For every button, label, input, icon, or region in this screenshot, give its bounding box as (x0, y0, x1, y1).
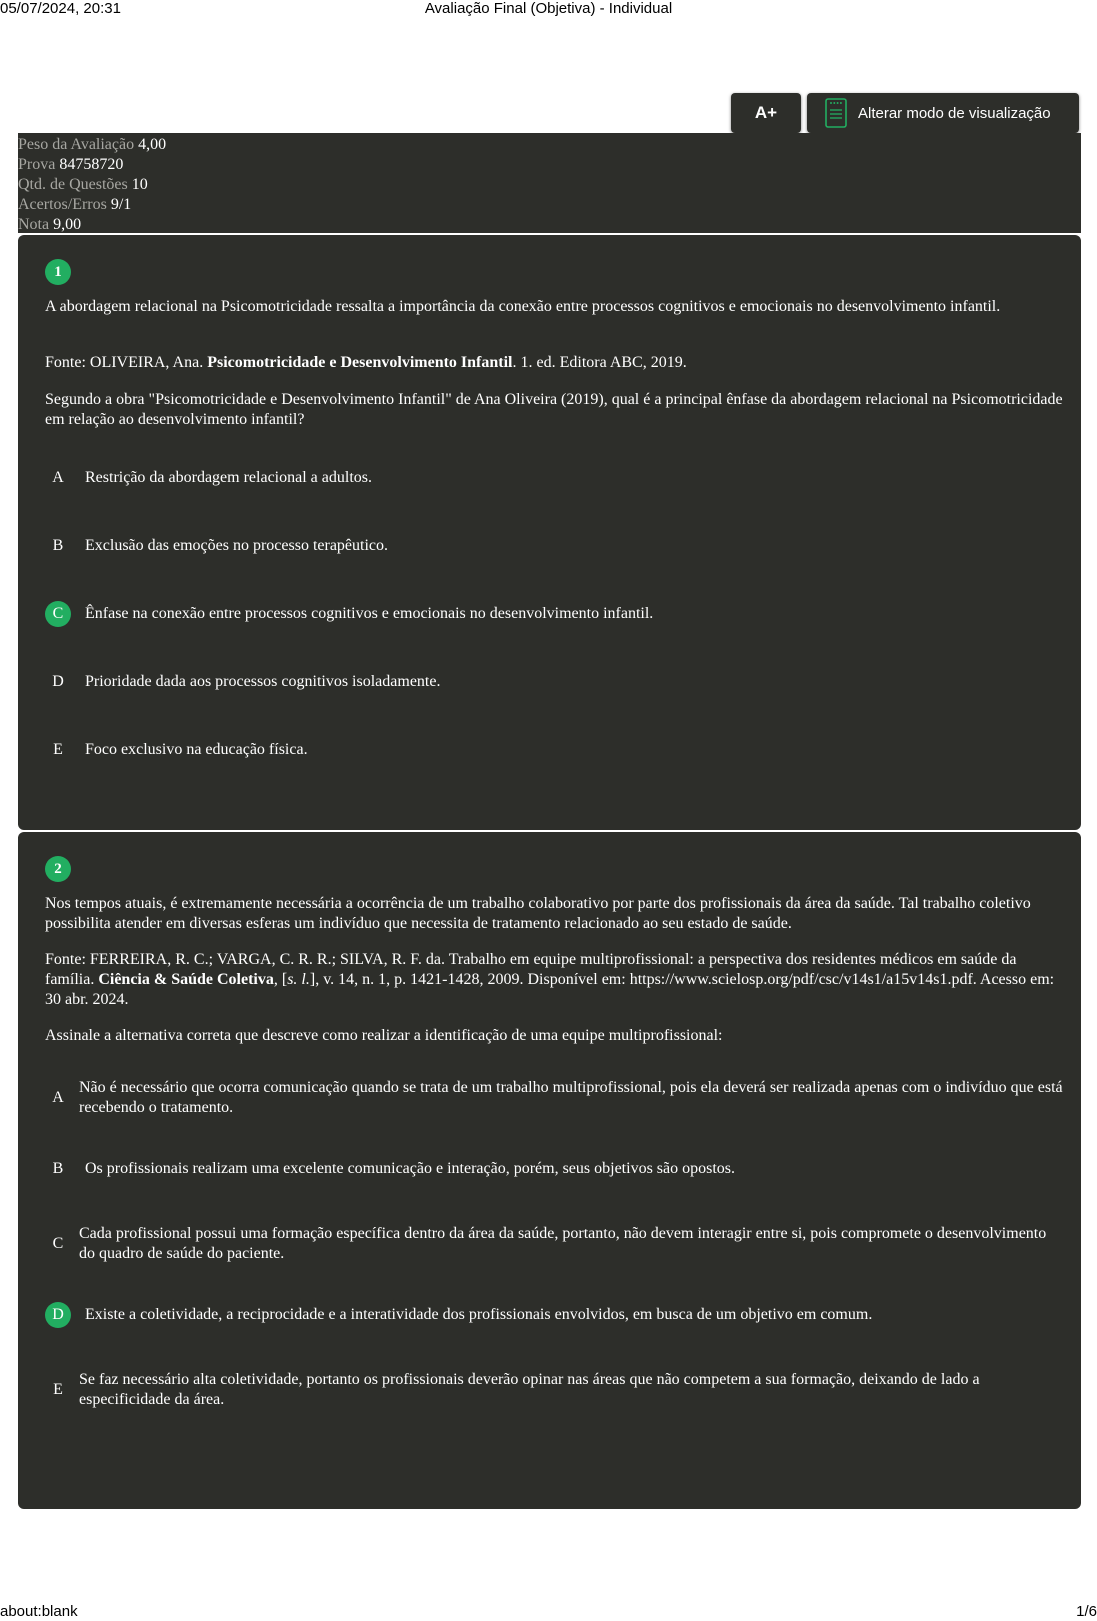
view-mode-label: Alterar modo de visualização (858, 104, 1051, 122)
view-mode-button[interactable] (807, 93, 1079, 133)
document-icon (825, 98, 847, 128)
option-letter: A (52, 1089, 64, 1106)
info-grade: Nota 9,00 (18, 216, 82, 233)
option-text: Ênfase na conexão entre processos cognitivos e emocionais no desenvolvimento infantil. (85, 605, 654, 622)
option-text: Cada profissional possui uma formação específica dentro da área da saúde, portanto, não devem interagir entre si, pois compromete o desenvolvimento do quadro de saúde do paciente. (79, 1225, 1047, 1262)
option-e[interactable] (45, 737, 1065, 763)
option-a[interactable] (45, 465, 1065, 491)
option-letter: E (53, 741, 63, 758)
option-c[interactable] (45, 1224, 1065, 1264)
question-source: Fonte: FERREIRA, R. C.; VARGA, C. R. R.; SILVA, R. F. da. Trabalho em equipe multiprofissional: a perspectiva dos residentes médicos em saúde da família. Ciência & Saúde Coletiva, [s. l.], v. 14, n. 1, p. 1421-1428, 2009. Disponível em: https://www.scielosp.org/pdf/csc/v14s1/a15v14s1.pdf. Acesso em: 30 abr. 2024. (45, 951, 1055, 1008)
option-text: Os profissionais realizam uma excelente comunicação e interação, porém, seus objetivos são opostos. (85, 1160, 736, 1177)
print-url: about:blank (0, 1603, 78, 1620)
option-letter: A (52, 469, 64, 486)
question-number-badge: 1 (45, 259, 71, 285)
print-header (0, 0, 1097, 20)
font-size-button[interactable]: A+ (731, 93, 801, 133)
question-number-badge: 2 (45, 856, 71, 882)
print-page-number: 1/6 (1076, 1603, 1097, 1620)
option-b[interactable] (45, 533, 1065, 559)
question-statement: A abordagem relacional na Psicomotricidade ressalta a importância da conexão entre processos cognitivos e emocionais no desenvolvimento infantil. (45, 298, 1001, 315)
info-question-count: Qtd. de Questões 10 (18, 176, 148, 193)
option-text: Prioridade dada aos processos cognitivos isoladamente. (85, 673, 441, 690)
option-letter: E (53, 1381, 63, 1398)
option-letter: D (52, 673, 64, 690)
option-text: Não é necessário que ocorra comunicação quando se trata de um trabalho multiprofissional, pois ela deverá ser realizada apenas com o indivíduo que está recebendo o tratamento. (79, 1079, 1063, 1116)
option-d-correct[interactable] (45, 1302, 1065, 1328)
option-b[interactable] (45, 1156, 1065, 1182)
exam-info-panel (18, 133, 1081, 233)
option-a[interactable] (45, 1078, 1065, 1118)
print-footer (0, 1603, 1097, 1621)
correct-answer-badge: C (45, 601, 71, 627)
question-prompt: Segundo a obra "Psicomotricidade e Desenvolvimento Infantil" de Ana Oliveira (2019), qual é a principal ênfase da abordagem relacional na Psicomotricidade em relação ao desenvolvimento infantil? (45, 391, 1063, 428)
option-e[interactable] (45, 1370, 1065, 1410)
option-letter: B (52, 1160, 64, 1177)
question-source: Fonte: OLIVEIRA, Ana. Psicomotricidade e Desenvolvimento Infantil. 1. ed. Editora ABC, 2019. (45, 354, 687, 371)
question-card (18, 832, 1081, 1509)
option-text: Foco exclusivo na educação física. (85, 741, 308, 758)
question-card (18, 235, 1081, 830)
print-datetime: 05/07/2024, 20:31 (0, 0, 121, 17)
option-d[interactable] (45, 669, 1065, 695)
correct-answer-badge: D (45, 1302, 71, 1328)
option-c-correct[interactable] (45, 601, 1065, 627)
info-correct-wrong: Acertos/Erros 9/1 (18, 196, 132, 213)
info-weight: Peso da Avaliação 4,00 (18, 136, 167, 153)
print-title: Avaliação Final (Objetiva) - Individual (424, 0, 673, 17)
question-statement: Nos tempos atuais, é extremamente necessária a ocorrência de um trabalho colaborativo por parte dos profissionais da área da saúde. Tal trabalho coletivo possibilita atender em diversas esferas um indivíduo que necessita de tratamento relacionado ao seu estado de saúde. (45, 895, 1031, 932)
option-text: Exclusão das emoções no processo terapêutico. (85, 537, 389, 554)
option-letter: C (52, 1235, 64, 1252)
option-text: Se faz necessário alta coletividade, portanto os profissionais deverão opinar nas áreas que não competem a sua formação, deixando de lado a especificidade da área. (79, 1371, 980, 1408)
toolbar (731, 93, 1079, 133)
question-prompt: Assinale a alternativa correta que descreve como realizar a identificação de uma equipe multiprofissional: (45, 1027, 723, 1044)
option-letter: B (52, 537, 64, 554)
option-text: Restrição da abordagem relacional a adultos. (85, 469, 372, 486)
info-exam-id: Prova 84758720 (18, 156, 124, 173)
option-text: Existe a coletividade, a reciprocidade e a interatividade dos profissionais envolvidos, em busca de um objetivo em comum. (85, 1306, 873, 1323)
